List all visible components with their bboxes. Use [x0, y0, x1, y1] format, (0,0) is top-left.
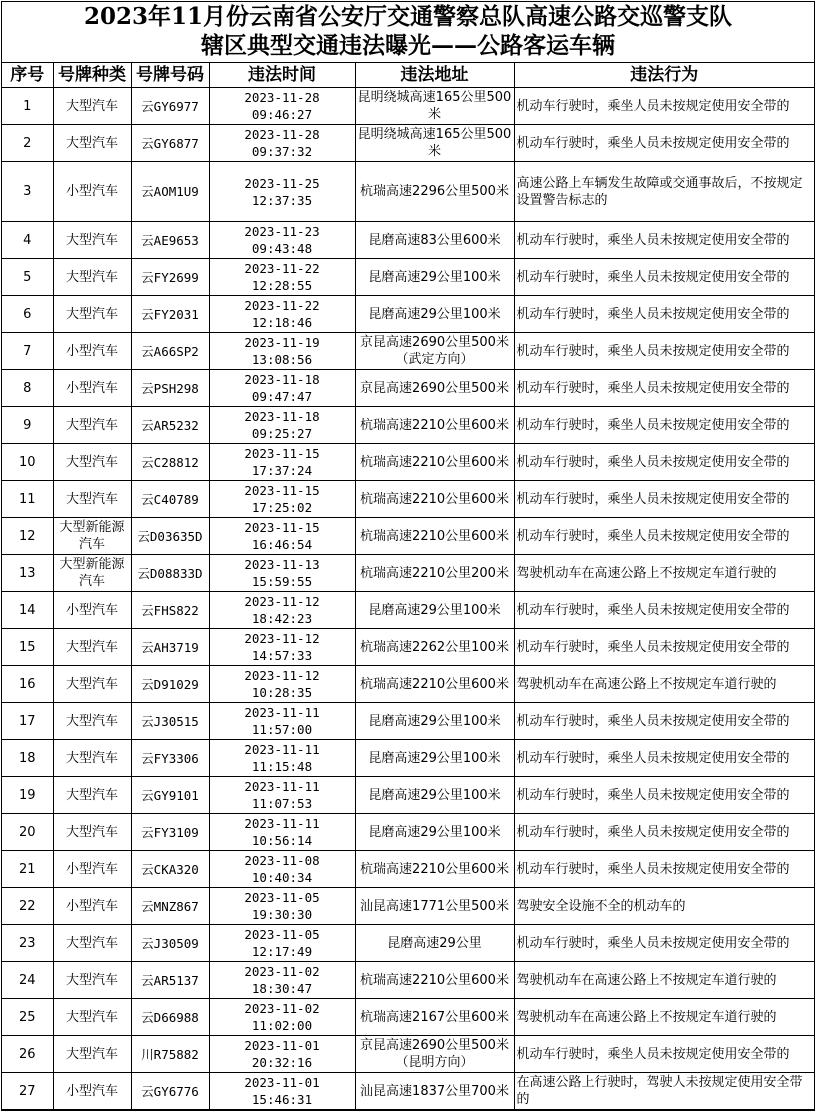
table-row	[2, 814, 814, 851]
violation-location-cell: 杭瑞高速2210公里600米	[355, 444, 514, 481]
violation-behavior-cell: 机动车行驶时，乘坐人员未按规定使用安全带的	[514, 518, 814, 555]
violation-behavior-cell: 驾驶机动车在高速公路上不按规定车道行驶的	[514, 666, 814, 703]
plate-type-cell: 大型汽车	[53, 222, 131, 259]
violation-behavior-cell: 机动车行驶时，乘坐人员未按规定使用安全带的	[514, 259, 814, 296]
row-index-cell: 6	[2, 296, 53, 333]
plate-type-cell: 大型汽车	[53, 925, 131, 962]
violation-behavior-cell: 在高速公路上行驶时，驾驶人未按规定使用安全带的	[514, 1073, 814, 1110]
table-row	[2, 88, 814, 125]
plate-type-cell: 小型汽车	[53, 333, 131, 370]
row-index-cell: 7	[2, 333, 53, 370]
violation-location-cell: 昆明绕城高速165公里500米	[355, 88, 514, 125]
row-index-cell: 23	[2, 925, 53, 962]
violation-behavior-cell: 驾驶机动车在高速公路上不按规定车道行驶的	[514, 999, 814, 1036]
plate-number-cell: 云MNZ867	[131, 888, 209, 925]
plate-number-cell: 云D66988	[131, 999, 209, 1036]
violation-behavior-cell: 机动车行驶时，乘坐人员未按规定使用安全带的	[514, 296, 814, 333]
row-index-cell: 27	[2, 1073, 53, 1110]
plate-number-cell: 云J30509	[131, 925, 209, 962]
table-row	[2, 629, 814, 666]
violation-location-cell: 杭瑞高速2210公里600米	[355, 481, 514, 518]
plate-type-cell: 大型汽车	[53, 962, 131, 999]
plate-type-cell: 小型汽车	[53, 888, 131, 925]
violation-behavior-cell: 机动车行驶时，乘坐人员未按规定使用安全带的	[514, 814, 814, 851]
violation-time-cell: 2023-11-05 12:17:49	[209, 925, 355, 962]
violation-behavior-cell: 机动车行驶时，乘坐人员未按规定使用安全带的	[514, 481, 814, 518]
plate-number-cell: 川R75882	[131, 1036, 209, 1073]
violation-behavior-cell: 机动车行驶时，乘坐人员未按规定使用安全带的	[514, 777, 814, 814]
row-index-cell: 4	[2, 222, 53, 259]
violation-time-cell: 2023-11-02 11:02:00	[209, 999, 355, 1036]
table-row	[2, 481, 814, 518]
violation-location-cell: 昆磨高速29公里100米	[355, 814, 514, 851]
violation-time-cell: 2023-11-11 11:57:00	[209, 703, 355, 740]
row-index-cell: 19	[2, 777, 53, 814]
plate-number-cell: 云GY6776	[131, 1073, 209, 1110]
table-row	[2, 1036, 814, 1073]
plate-type-cell: 大型汽车	[53, 740, 131, 777]
table-row	[2, 407, 814, 444]
violation-location-cell: 杭瑞高速2167公里600米	[355, 999, 514, 1036]
col-plate-type-header: 号牌种类	[53, 63, 131, 88]
violation-time-cell: 2023-11-15 17:37:24	[209, 444, 355, 481]
col-plate-number-header: 号牌号码	[131, 63, 209, 88]
violation-behavior-cell: 机动车行驶时，乘坐人员未按规定使用安全带的	[514, 1036, 814, 1073]
table-row	[2, 592, 814, 629]
violation-behavior-cell: 驾驶机动车在高速公路上不按规定车道行驶的	[514, 555, 814, 592]
violation-behavior-cell: 机动车行驶时，乘坐人员未按规定使用安全带的	[514, 703, 814, 740]
violation-time-cell: 2023-11-22 12:28:55	[209, 259, 355, 296]
violation-behavior-cell: 机动车行驶时，乘坐人员未按规定使用安全带的	[514, 222, 814, 259]
col-index-header: 序号	[2, 63, 53, 88]
plate-number-cell: 云AE9653	[131, 222, 209, 259]
plate-number-cell: 云AOM1U9	[131, 162, 209, 222]
plate-type-cell: 小型汽车	[53, 851, 131, 888]
row-index-cell: 26	[2, 1036, 53, 1073]
row-index-cell: 3	[2, 162, 53, 222]
plate-type-cell: 小型汽车	[53, 592, 131, 629]
plate-number-cell: 云AR5137	[131, 962, 209, 999]
violation-behavior-cell: 机动车行驶时，乘坐人员未按规定使用安全带的	[514, 370, 814, 407]
col-location-header: 违法地址	[355, 63, 514, 88]
plate-number-cell: 云PSH298	[131, 370, 209, 407]
violation-location-cell: 昆磨高速29公里100米	[355, 703, 514, 740]
table-row	[2, 925, 814, 962]
violation-behavior-cell: 机动车行驶时，乘坐人员未按规定使用安全带的	[514, 740, 814, 777]
violation-time-cell: 2023-11-11 11:07:53	[209, 777, 355, 814]
violation-time-cell: 2023-11-02 18:30:47	[209, 962, 355, 999]
table-row	[2, 444, 814, 481]
plate-number-cell: 云D03635D	[131, 518, 209, 555]
table-row	[2, 222, 814, 259]
row-index-cell: 1	[2, 88, 53, 125]
violation-time-cell: 2023-11-15 17:25:02	[209, 481, 355, 518]
plate-number-cell: 云A66SP2	[131, 333, 209, 370]
violation-behavior-cell: 机动车行驶时，乘坐人员未按规定使用安全带的	[514, 629, 814, 666]
plate-number-cell: 云C28812	[131, 444, 209, 481]
table-row	[2, 333, 814, 370]
violation-time-cell: 2023-11-23 09:43:48	[209, 222, 355, 259]
table-row	[2, 666, 814, 703]
violation-behavior-cell: 机动车行驶时，乘坐人员未按规定使用安全带的	[514, 125, 814, 162]
violation-location-cell: 昆磨高速83公里600米	[355, 222, 514, 259]
violation-location-cell: 杭瑞高速2210公里600米	[355, 518, 514, 555]
violation-location-cell: 杭瑞高速2262公里100米	[355, 629, 514, 666]
plate-number-cell: 云GY6877	[131, 125, 209, 162]
plate-type-cell: 大型汽车	[53, 481, 131, 518]
plate-type-cell: 大型汽车	[53, 125, 131, 162]
plate-number-cell: 云FY3109	[131, 814, 209, 851]
violation-time-cell: 2023-11-12 18:42:23	[209, 592, 355, 629]
table-row	[2, 125, 814, 162]
violation-behavior-cell: 机动车行驶时，乘坐人员未按规定使用安全带的	[514, 88, 814, 125]
plate-type-cell: 小型汽车	[53, 162, 131, 222]
plate-number-cell: 云J30515	[131, 703, 209, 740]
plate-type-cell: 大型汽车	[53, 296, 131, 333]
plate-type-cell: 大型汽车	[53, 444, 131, 481]
violation-location-cell: 昆磨高速29公里100米	[355, 296, 514, 333]
violation-behavior-cell: 机动车行驶时，乘坐人员未按规定使用安全带的	[514, 925, 814, 962]
plate-number-cell: 云AH3719	[131, 629, 209, 666]
plate-type-cell: 大型汽车	[53, 814, 131, 851]
row-index-cell: 13	[2, 555, 53, 592]
row-index-cell: 18	[2, 740, 53, 777]
table-row	[2, 296, 814, 333]
violation-time-cell: 2023-11-28 09:46:27	[209, 88, 355, 125]
violation-behavior-cell: 驾驶机动车在高速公路上不按规定车道行驶的	[514, 962, 814, 999]
row-index-cell: 16	[2, 666, 53, 703]
violation-location-cell: 汕昆高速1837公里700米	[355, 1073, 514, 1110]
row-index-cell: 8	[2, 370, 53, 407]
violation-behavior-cell: 机动车行驶时，乘坐人员未按规定使用安全带的	[514, 333, 814, 370]
violation-location-cell: 昆磨高速29公里	[355, 925, 514, 962]
plate-type-cell: 大型汽车	[53, 1036, 131, 1073]
plate-type-cell: 大型汽车	[53, 666, 131, 703]
violation-time-cell: 2023-11-01 15:46:31	[209, 1073, 355, 1110]
row-index-cell: 24	[2, 962, 53, 999]
plate-number-cell: 云FY2699	[131, 259, 209, 296]
violation-behavior-cell: 驾驶安全设施不全的机动车的	[514, 888, 814, 925]
violation-location-cell: 昆磨高速29公里100米	[355, 259, 514, 296]
col-behavior-header: 违法行为	[514, 63, 814, 88]
table-row	[2, 962, 814, 999]
violation-time-cell: 2023-11-18 09:47:47	[209, 370, 355, 407]
plate-type-cell: 大型汽车	[53, 407, 131, 444]
violation-time-cell: 2023-11-05 19:30:30	[209, 888, 355, 925]
violation-behavior-cell: 机动车行驶时，乘坐人员未按规定使用安全带的	[514, 407, 814, 444]
table-row	[2, 259, 814, 296]
violation-document	[1, 1, 815, 1111]
violation-location-cell: 杭瑞高速2210公里200米	[355, 555, 514, 592]
violation-behavior-cell: 高速公路上车辆发生故障或交通事故后，不按规定设置警告标志的	[514, 162, 814, 222]
plate-type-cell: 大型新能源汽车	[53, 555, 131, 592]
violation-time-cell: 2023-11-12 10:28:35	[209, 666, 355, 703]
plate-number-cell: 云GY9101	[131, 777, 209, 814]
violation-time-cell: 2023-11-18 09:25:27	[209, 407, 355, 444]
violation-time-cell: 2023-11-15 16:46:54	[209, 518, 355, 555]
row-index-cell: 22	[2, 888, 53, 925]
plate-number-cell: 云AR5232	[131, 407, 209, 444]
violation-time-cell: 2023-11-01 20:32:16	[209, 1036, 355, 1073]
violation-time-cell: 2023-11-12 14:57:33	[209, 629, 355, 666]
violation-time-cell: 2023-11-25 12:37:35	[209, 162, 355, 222]
row-index-cell: 17	[2, 703, 53, 740]
violation-location-cell: 京昆高速2690公里500米（武定方向）	[355, 333, 514, 370]
table-header-row	[2, 63, 814, 88]
plate-number-cell: 云FY2031	[131, 296, 209, 333]
plate-type-cell: 大型汽车	[53, 629, 131, 666]
violation-location-cell: 杭瑞高速2210公里600米	[355, 851, 514, 888]
document-title	[2, 2, 814, 63]
row-index-cell: 25	[2, 999, 53, 1036]
row-index-cell: 21	[2, 851, 53, 888]
row-index-cell: 10	[2, 444, 53, 481]
table-row	[2, 370, 814, 407]
violation-location-cell: 昆磨高速29公里100米	[355, 777, 514, 814]
table-row	[2, 851, 814, 888]
table-row	[2, 888, 814, 925]
plate-number-cell: 云FY3306	[131, 740, 209, 777]
col-time-header: 违法时间	[209, 63, 355, 88]
violation-location-cell: 汕昆高速1771公里500米	[355, 888, 514, 925]
violation-time-cell: 2023-11-11 10:56:14	[209, 814, 355, 851]
violation-time-cell: 2023-11-08 10:40:34	[209, 851, 355, 888]
violation-time-cell: 2023-11-28 09:37:32	[209, 125, 355, 162]
title-line-1: 2023年11月份云南省公安厅交通警察总队高速公路交巡警支队	[83, 3, 733, 30]
row-index-cell: 15	[2, 629, 53, 666]
violation-location-cell: 京昆高速2690公里500米（昆明方向）	[355, 1036, 514, 1073]
violation-time-cell: 2023-11-11 11:15:48	[209, 740, 355, 777]
plate-type-cell: 小型汽车	[53, 1073, 131, 1110]
violation-time-cell: 2023-11-19 13:08:56	[209, 333, 355, 370]
plate-type-cell: 大型汽车	[53, 259, 131, 296]
violation-location-cell: 昆磨高速29公里100米	[355, 740, 514, 777]
title-line-2: 辖区典型交通违法曝光——公路客运车辆	[201, 32, 615, 59]
plate-number-cell: 云GY6977	[131, 88, 209, 125]
plate-type-cell: 小型汽车	[53, 370, 131, 407]
plate-type-cell: 大型汽车	[53, 703, 131, 740]
violation-location-cell: 杭瑞高速2210公里600米	[355, 407, 514, 444]
row-index-cell: 20	[2, 814, 53, 851]
table-row	[2, 777, 814, 814]
table-row	[2, 162, 814, 222]
violations-table	[2, 63, 814, 1110]
plate-type-cell: 大型新能源汽车	[53, 518, 131, 555]
violation-location-cell: 杭瑞高速2296公里500米	[355, 162, 514, 222]
row-index-cell: 2	[2, 125, 53, 162]
violation-location-cell: 杭瑞高速2210公里600米	[355, 962, 514, 999]
violation-location-cell: 杭瑞高速2210公里600米	[355, 666, 514, 703]
table-row	[2, 703, 814, 740]
table-row	[2, 999, 814, 1036]
plate-number-cell: 云CKA320	[131, 851, 209, 888]
table-row	[2, 518, 814, 555]
plate-type-cell: 大型汽车	[53, 88, 131, 125]
table-row	[2, 555, 814, 592]
violation-location-cell: 京昆高速2690公里500米	[355, 370, 514, 407]
plate-type-cell: 大型汽车	[53, 999, 131, 1036]
violation-time-cell: 2023-11-13 15:59:55	[209, 555, 355, 592]
violation-time-cell: 2023-11-22 12:18:46	[209, 296, 355, 333]
row-index-cell: 5	[2, 259, 53, 296]
violation-behavior-cell: 机动车行驶时，乘坐人员未按规定使用安全带的	[514, 592, 814, 629]
plate-type-cell: 大型汽车	[53, 777, 131, 814]
plate-number-cell: 云FHS822	[131, 592, 209, 629]
plate-number-cell: 云D08833D	[131, 555, 209, 592]
row-index-cell: 12	[2, 518, 53, 555]
row-index-cell: 14	[2, 592, 53, 629]
plate-number-cell: 云D91029	[131, 666, 209, 703]
violation-behavior-cell: 机动车行驶时，乘坐人员未按规定使用安全带的	[514, 444, 814, 481]
row-index-cell: 9	[2, 407, 53, 444]
violation-location-cell: 昆明绕城高速165公里500米	[355, 125, 514, 162]
table-row	[2, 1073, 814, 1110]
table-row	[2, 740, 814, 777]
plate-number-cell: 云C40789	[131, 481, 209, 518]
row-index-cell: 11	[2, 481, 53, 518]
violation-behavior-cell: 机动车行驶时，乘坐人员未按规定使用安全带的	[514, 851, 814, 888]
violation-location-cell: 昆磨高速29公里100米	[355, 592, 514, 629]
